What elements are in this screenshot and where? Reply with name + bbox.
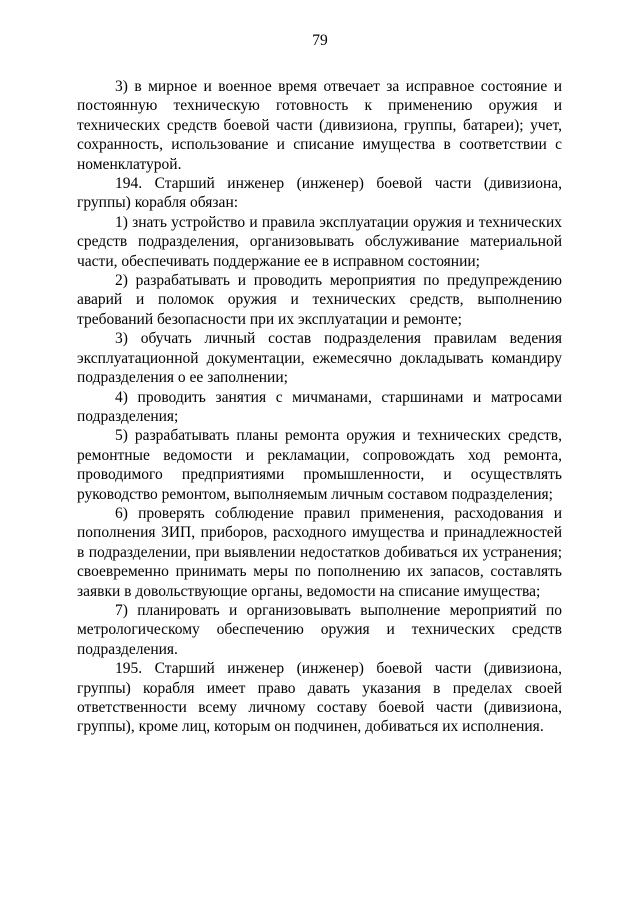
paragraph-item-3-duties: 3) в мирное и военное время отвечает за исправное состояние и постоянную техническую готовность к применению оружия и технических средств боевой части (дивизиона, группы, батареи); учет, сохранность, использование и списание имущества в соответствии с номенклатурой. <box>77 78 562 173</box>
document-body <box>77 77 562 737</box>
paragraph-item-6: 6) проверять соблюдение правил применения, расходования и пополнения ЗИП, приборов, расходного имущества и принадлежностей в подразделении, при выявлении недостатков добиваться их устранения; своевременно принимать меры по пополнению их запасов, составлять заявки в довольствующие органы, ведомости на списание имущества; <box>77 504 562 600</box>
paragraph-item-4: 4) проводить занятия с мичманами, старшинами и матросами подразделения; <box>77 388 562 425</box>
paragraph-item-2: 2) разрабатывать и проводить мероприятия по предупреждению аварий и поломок оружия и технических средств, выполнению требований безопасности при их эксплуатации и ремонте; <box>77 272 562 328</box>
paragraph-item-3: 3) обучать личный состав подразделения правилам ведения эксплуатационной документации, ежемесячно докладывать командиру подразделения о ее заполнении; <box>77 330 562 387</box>
page-number: 79 <box>312 32 328 49</box>
paragraph-195: 195. Старший инженер (инженер) боевой части (дивизиона, группы) корабля имеет право давать указания в пределах своей ответственности всему личному составу боевой части (дивизиона, группы), кроме лиц, которым он подчинен, добиваться их исполнения. <box>77 660 562 736</box>
paragraph-194-heading: 194. Старший инженер (инженер) боевой части (дивизиона, группы) корабля обязан: <box>77 175 562 212</box>
paragraph-item-1: 1) знать устройство и правила эксплуатации оружия и технических средств подразделения, организовывать обслуживание материальной части, обеспечивать поддержание ее в исправном состоянии; <box>77 213 562 270</box>
paragraph-item-7: 7) планировать и организовывать выполнение мероприятий по метрологическому обеспечению оружия и технических средств подразделения. <box>77 601 562 658</box>
paragraph-item-5: 5) разрабатывать планы ремонта оружия и технических средств, ремонтные ведомости и рекламации, сопровождать ход ремонта, проводимого предприятиями промышленности, и осуществлять руководство ремонтом, выполняемым личным составом подразделения; <box>77 427 562 503</box>
